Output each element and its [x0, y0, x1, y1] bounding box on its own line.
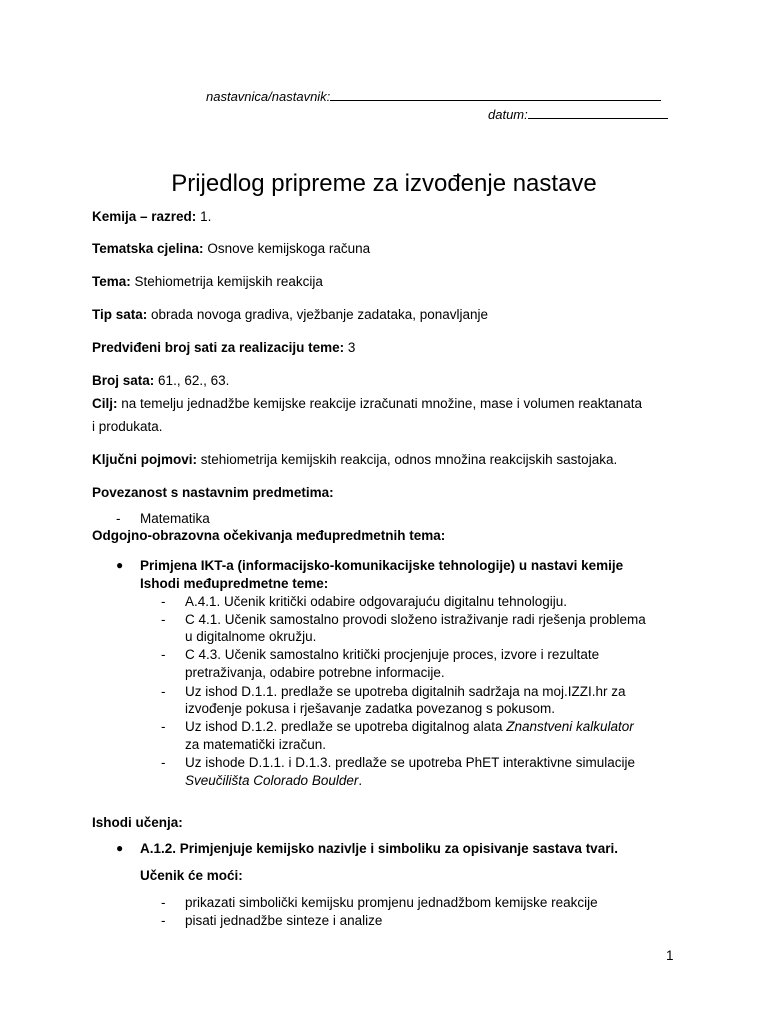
- cross-item: C 4.3. Učenik samostalno kritički procjenjuje proces, izvore i rezultate: [185, 647, 600, 662]
- list-dash: -: [161, 647, 166, 662]
- cross-item-cont: [185, 773, 362, 788]
- cross-curricular-heading: Odgojno-obrazovna očekivanja međupredmetnih tema:: [92, 528, 446, 543]
- page-number: 1: [666, 948, 674, 963]
- unit-row: [92, 241, 370, 256]
- subject-label: Kemija – razred:: [92, 209, 197, 224]
- outcome-item: A.1.2. Primjenjuje kemijsko nazivlje i simboliku za opisivanje sastava tvari.: [140, 841, 618, 856]
- topic-row: [92, 274, 323, 289]
- list-dash: -: [161, 755, 166, 770]
- connections-heading: Povezanost s nastavnim predmetima:: [92, 485, 334, 500]
- date-blank: [528, 106, 668, 119]
- cross-item-text: Uz ishod D.1.2. predlaže se upotreba digitalnog alata: [185, 719, 507, 734]
- list-dash: -: [161, 612, 166, 627]
- topic-value: Stehiometrija kemijskih reakcija: [134, 274, 323, 289]
- goal-value: na temelju jednadžbe kemijske reakcije izračunati množine, mase i volumen reaktanata: [121, 396, 643, 411]
- tool-name: Znanstveni kalkulator: [506, 719, 634, 734]
- hours-row: [92, 340, 355, 355]
- ability-item: prikazati simbolički kemijsku promjenu jednadžbom kemijske reakcije: [185, 895, 598, 910]
- hours-label: Predviđeni broj sati za realizaciju teme:: [92, 340, 345, 355]
- type-row: [92, 307, 488, 322]
- cross-item: C 4.1. Učenik samostalno provodi složeno istraživanje radi rješenja problema: [185, 612, 646, 627]
- cross-item: Uz ishod D.1.1. predlaže se upotreba digitalnih sadržaja na moj.IZZI.hr za: [185, 684, 626, 699]
- cross-item-cont: za matematički izračun.: [185, 737, 327, 752]
- type-value: obrada novoga gradiva, vježbanje zadataka, ponavljanje: [151, 307, 489, 322]
- goal-value-cont: i produkata.: [92, 419, 163, 434]
- concepts-value: stehiometrija kemijskih reakcija, odnos množina reakcijskih sastojaka.: [200, 452, 618, 467]
- list-dash: -: [161, 895, 166, 910]
- concepts-label: Ključni pojmovi:: [92, 452, 198, 467]
- subject-row: [92, 209, 211, 224]
- period: .: [358, 773, 363, 788]
- student-will-heading: Učenik će moći:: [140, 868, 243, 883]
- bullet-dot: ●: [116, 558, 124, 572]
- cross-topic-title: Primjena IKT-a (informacijsko-komunikacijske tehnologije) u nastavi kemije: [140, 558, 624, 573]
- cross-item-cont: u digitalnome okružju.: [185, 629, 317, 644]
- cross-item: Uz ishode D.1.1. i D.1.3. predlaže se upotreba PhET interaktivne simulacije: [185, 755, 635, 770]
- type-label: Tip sata:: [92, 307, 148, 322]
- date-label: datum:: [488, 107, 528, 122]
- unit-value: Osnove kemijskoga računa: [207, 241, 371, 256]
- lesson-label: Broj sata:: [92, 373, 155, 388]
- teacher-label: nastavnica/nastavnik:: [206, 89, 331, 104]
- goal-row-continued: [92, 419, 163, 434]
- outcomes-heading: Ishodi učenja:: [92, 815, 183, 830]
- lesson-value: 61., 62., 63.: [158, 373, 230, 388]
- connection-item: Matematika: [140, 511, 210, 526]
- unit-label: Tematska cjelina:: [92, 241, 204, 256]
- subject-value: 1.: [200, 209, 212, 224]
- goal-row: [92, 396, 642, 411]
- topic-label: Tema:: [92, 274, 131, 289]
- cross-topic-subtitle: Ishodi međupredmetne teme:: [140, 576, 329, 591]
- lesson-row: [92, 373, 229, 388]
- page-title: Prijedlog pripreme za izvođenje nastave: [171, 170, 597, 197]
- cross-item: [185, 719, 634, 734]
- university-name: Sveučilišta Colorado Boulder: [185, 773, 359, 788]
- bullet-dot: ●: [116, 841, 124, 855]
- list-dash: -: [116, 511, 121, 526]
- goal-label: Cilj:: [92, 396, 118, 411]
- list-dash: -: [161, 913, 166, 928]
- hours-value: 3: [347, 340, 356, 355]
- list-dash: -: [161, 684, 166, 699]
- cross-item-cont: pretraživanja, odabire potrebne informacije.: [185, 665, 445, 680]
- list-dash: -: [161, 594, 166, 609]
- teacher-blank: [330, 88, 661, 101]
- concepts-row: [92, 452, 617, 467]
- ability-item: pisati jednadžbe sinteze i analize: [185, 913, 383, 928]
- list-dash: -: [161, 719, 166, 734]
- teacher-line: [206, 88, 661, 104]
- cross-item: A.4.1. Učenik kritički odabire odgovarajuću digitalnu tehnologiju.: [185, 594, 567, 609]
- cross-item-cont: izvođenje pokusa i rješavanje zadatka povezanog s pokusom.: [185, 701, 555, 716]
- date-line: [488, 106, 668, 122]
